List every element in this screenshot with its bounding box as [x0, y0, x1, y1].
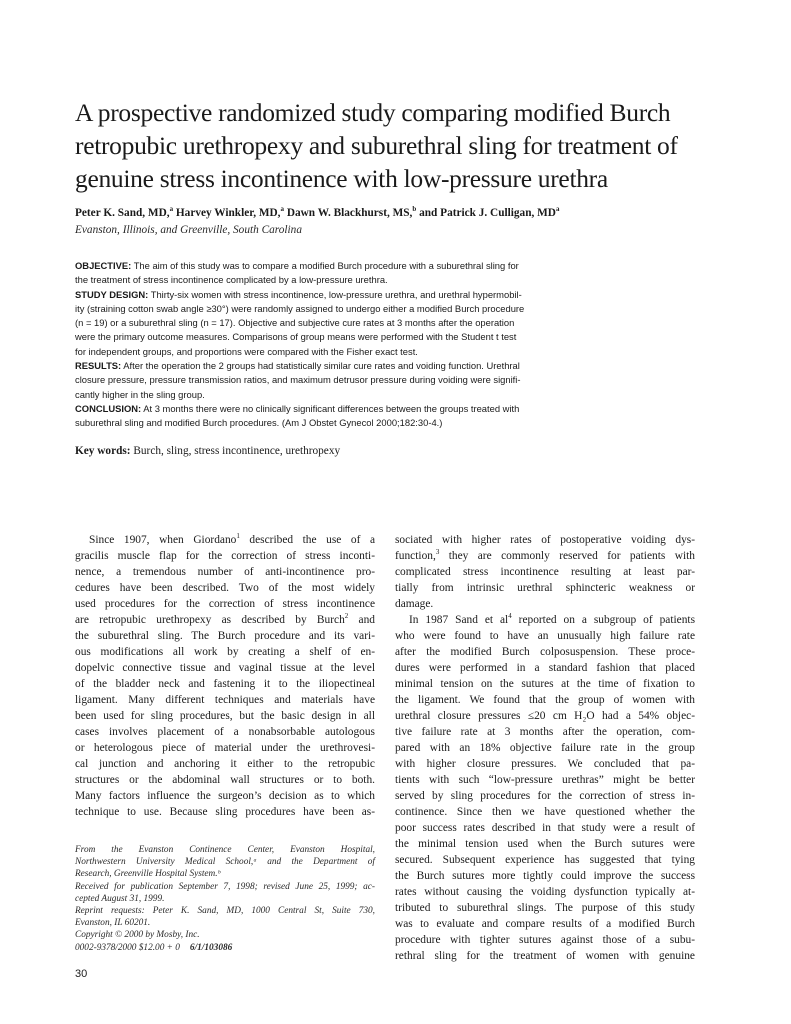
body-text-line: function,$^3$ they are commonly reserved for patients with [395, 548, 695, 562]
body-text-line: cedures have been described. Two of the most widely [75, 582, 375, 594]
title-line: genuine stress incontinence with low-pressure urethra [75, 164, 608, 193]
author-name: Harvey Winkler, MD, [175, 206, 281, 219]
abstract-line [75, 259, 585, 273]
keywords-text: Burch, sling, stress incontinence, urethropexy [130, 445, 341, 457]
footnote-line: Reprint requests: Peter K. Sand, MD, 1000 Central St, Suite 730, [75, 906, 375, 917]
body-text-line: are retropubic urethropexy as described by Burch$^2$ and [75, 612, 375, 626]
body-text-line: cal junction and anchoring it either to the retropubic [75, 758, 375, 770]
footnote-price-line: 0002-9378/2000 $12.00 + 0 6/1/103086 [75, 942, 233, 953]
body-text-line: the ligament. We found that the group of women with [395, 694, 695, 706]
footnote [75, 844, 375, 954]
study-design-label: STUDY DESIGN: [75, 288, 149, 300]
citation-reference: 3 [435, 548, 440, 557]
body-text-line: been used for sling procedures, but the basic design in all [75, 710, 375, 722]
abstract-line: ity (straining cotton swab angle ≥30°) were randomly assigned to undergo either a modified Burch procedure [75, 302, 525, 314]
body-column-left [75, 532, 375, 820]
footnote-line: Northwestern University Medical School,ᵃ and the Department of [75, 857, 375, 868]
footnote-line: From the Evanston Continence Center, Evanston Hospital, [75, 845, 375, 855]
body-text-line: sociated with higher rates of postoperative voiding dys- [395, 534, 695, 546]
abstract-text: The aim of this study was to compare a modified Burch procedure with a suburethral sling for [131, 260, 519, 271]
body-text-line: procedure with tighter sutures against those of a subu- [395, 934, 695, 946]
abstract-line: cantly higher in the sling group. [75, 388, 205, 400]
keywords [75, 445, 340, 457]
author-affil-mark: a [555, 205, 560, 213]
abstract-line: for independent groups, and proportions were compared with the Fisher exact test. [75, 345, 418, 357]
body-text-line: dures were performed in a standard fashion that placed [395, 662, 695, 674]
abstract-line: closure pressure, pressure transmission ratios, and maximum detrusor pressure during voiding were signifi- [75, 374, 521, 386]
body-text-line: or heterologous piece of material under the urethrovesi- [75, 742, 375, 754]
footnote-line: Copyright © 2000 by Mosby, Inc. [75, 930, 200, 941]
body-text-line: complicated stress incontinence resulting at least par- [395, 566, 695, 578]
footnote-line: Received for publication September 7, 1998; revised June 25, 1999; ac- [75, 881, 375, 892]
abstract-line [75, 359, 585, 373]
abstract-line [75, 402, 585, 416]
abstract-text: At 3 months there were no clinically significant differences between the groups treated with [141, 402, 520, 414]
body-text-line: tially from intrinsic urethral sphincteric weakness or [395, 582, 695, 594]
abstract [75, 259, 585, 431]
abstract-line: were the primary outcome measures. Comparisons of group means were performed with the Student t test [75, 331, 517, 343]
body-text-line: urethral closure pressures ≤20 cm H₂O had a 54% objec- [395, 710, 695, 722]
abstract-text: After the operation the 2 groups had statistically similar cure rates and voiding function. Urethral [121, 360, 520, 372]
author-location: Evanston, Illinois, and Greenville, South Carolina [75, 224, 302, 236]
body-text-line: with higher closure pressures. We concluded that pa- [395, 758, 695, 770]
article-title [75, 96, 715, 195]
body-text-line: In 1987 Sand et $al^4$ reported on a subgroup of patients [409, 612, 696, 626]
title-line: A prospective randomized study comparing modified Burch [75, 98, 671, 127]
body-text-line: the minimal tension used when the Burch sutures were [395, 838, 695, 850]
body-text-line: cases involves placement of a nonabsorbable autologous [75, 726, 375, 738]
body-text-line: damage. [395, 598, 434, 610]
body-text-line: structures or the abdominal wall structures or to both. [75, 774, 375, 786]
keywords-label: Key words: [75, 445, 131, 457]
body-text-line: the Burch sutures more tightly could improve the success [395, 870, 695, 882]
author-name: and Patrick J. Culligan, MD [419, 206, 556, 219]
body-text-line: rethral sling for the treatment of women with genuine [395, 950, 695, 962]
title-line: retropubic urethropexy and suburethral sling for treatment of [75, 131, 678, 160]
body-text-line: nence, a tremendous number of anti-incontinence pro- [75, 566, 375, 578]
citation-reference: 1 [236, 532, 240, 541]
conclusion-label: CONCLUSION: [75, 402, 142, 414]
body-text-line: pared with an 18% objective failure rate in the group [395, 742, 695, 754]
author-name: Dawn W. Blackhurst, MS, [286, 206, 413, 219]
footnote-line: Evanston, IL 60201. [75, 918, 151, 929]
objective-label: OBJECTIVE: [75, 260, 132, 271]
body-text-line: technique to use. Because sling procedures have been as- [75, 806, 375, 818]
citation-reference: 4 [508, 612, 512, 621]
body-text-line: poor success rates described in that study were a result of [395, 822, 695, 834]
citation-reference: 2 [344, 612, 349, 621]
body-text-line: continence. Since then we have questioned whether the [395, 806, 695, 818]
body-text-line: was to evaluate and compare results of a modified Burch [395, 918, 695, 930]
body-text-line: dopelvic connective tissue and vaginal tissue at the level [75, 662, 375, 674]
footnote-line: cepted August 31, 1999. [75, 893, 165, 904]
author-list [75, 205, 559, 219]
abstract-line: suburethral sling and modified Burch procedures. (Am J Obstet Gynecol 2000;182:30-4.) [75, 417, 443, 429]
abstract-text: Thirty-six women with stress incontinence, low-pressure urethra, and urethral hypermobil- [148, 288, 522, 300]
body-column-right [395, 532, 695, 964]
body-text-line: secured. Subsequent experience has suggested that tying [395, 854, 695, 866]
abstract-line [75, 288, 585, 302]
body-text-line: who were found to have an unusually high failure rate [395, 630, 695, 642]
page-number: 30 [75, 968, 88, 980]
body-text-line: used procedures for the correction of stress incontinence [75, 598, 375, 610]
body-text-line: ligament. Many different techniques and materials have [75, 694, 375, 706]
body-text-line: served by sling procedures for the correction of stress in- [395, 790, 695, 802]
body-text-line: ous modifications all work by creating a shelf of en- [75, 646, 375, 658]
body-text-line: tributed to suburethral slings. The purpose of this study [395, 902, 695, 914]
body-text-line: after the modified Burch colposuspension. These proce- [395, 646, 695, 658]
abstract-line: (n = 19) or a suburethral sling (n = 17). Objective and subjective cure rates at 3 months after the operation [75, 317, 515, 329]
body-text-line: the suburethral sling. The Burch procedure and its vari- [75, 630, 375, 642]
results-label: RESULTS: [75, 360, 122, 372]
body-text-line: minimal tension on the sutures at the time of fixation to [395, 678, 695, 690]
body-text-line: tive failure rate at 3 months after the operation, com- [395, 726, 695, 738]
body-text-line: tients with such “low-pressure urethras” might be better [395, 774, 695, 786]
body-text-line: rates without causing the voiding dysfunction typically at- [395, 886, 695, 898]
author-name: Peter K. Sand, MD, [75, 206, 170, 219]
abstract-line: the treatment of stress incontinence complicated by a low-pressure urethra. [75, 274, 388, 286]
author-affil-mark: b [412, 205, 417, 213]
document-code: 6/1/103086 [189, 942, 233, 953]
author-affil-mark: a [280, 205, 284, 213]
footnote-line: Research, Greenville Hospital System.ᵇ [75, 869, 221, 880]
body-text-line: Since 1907, when Giordano$^1$ described the use of a [89, 532, 376, 546]
body-text-line: of the bladder neck and fastening it to the iliopectineal [75, 678, 375, 690]
body-text-line: gracilis muscle flap for the correction of stress inconti- [75, 550, 375, 562]
body-text-line: Many factors influence the surgeon’s decision as to which [75, 790, 375, 802]
author-affil-mark: a [169, 205, 174, 213]
